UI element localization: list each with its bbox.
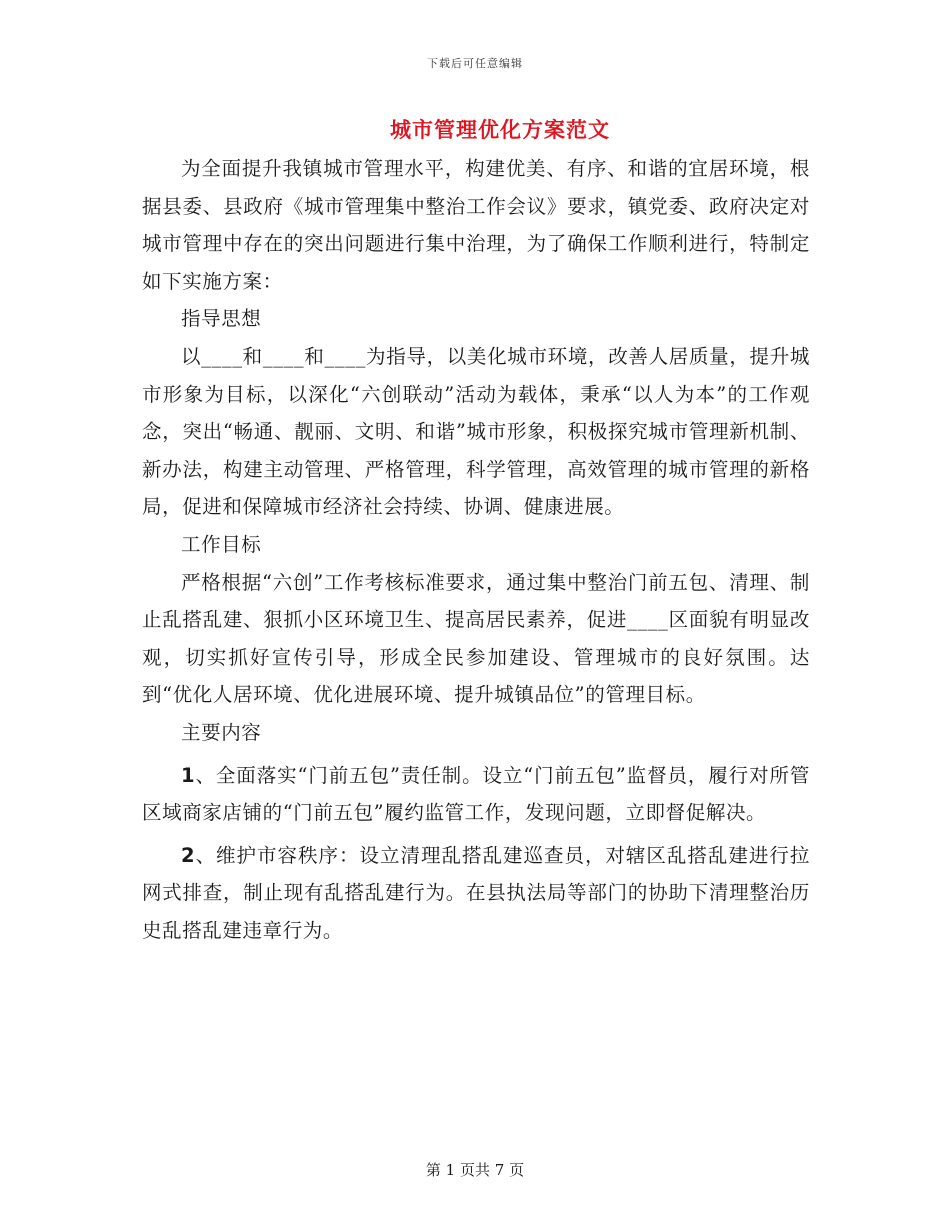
page-number: 第 1 页共 7 页: [425, 1161, 525, 1179]
document-title: 城市管理优化方案范文: [390, 117, 610, 142]
list-item: [142, 837, 810, 950]
section-body-guiding-ideology: 以____和____和____为指导，以美化城市环境，改善人居质量，提升城市形象为目标，以深化“六创联动”活动为载体，秉承“以人为本”的工作观念，突出“畅通、靓丽、文明、和谐”城市形象，积极探究城市管理新机制、新办法，构建主动管理、严格管理，科学管理，高效管理的城市管理的新格局，促进和保障城市经济社会持续、协调、健康进展。: [142, 344, 810, 519]
section-heading-guiding-ideology: 指导思想: [181, 307, 262, 331]
intro-paragraph: 为全面提升我镇城市管理水平，构建优美、有序、和谐的宜居环境，根据县委、县政府《城市管理集中整治工作会议》要求，镇党委、政府决定对城市管理中存在的突出问题进行集中治理，为了确保工作顺利进行，特制定如下实施方案：: [142, 157, 810, 293]
section-heading-work-goals: 工作目标: [181, 532, 262, 556]
document-body: [142, 150, 810, 949]
list-item-text: 、维护市容秩序：设立清理乱搭乱建巡查员，对辖区乱搭乱建进行拉网式排查，制止现有乱搭乱建行为。在县执法局等部门的协助下清理整治历史乱搭乱建违章行为。: [142, 843, 810, 942]
section-heading-main-content: 主要内容: [181, 720, 262, 744]
header-note: 下载后可任意编辑: [427, 57, 523, 70]
list-item-text: 、全面落实“门前五包”责任制。设立“门前五包”监督员，履行对所管区域商家店铺的“门前五包”履约监管工作，发现问题，立即督促解决。: [142, 763, 810, 825]
list-item: [142, 757, 810, 832]
list-item-number: 2: [181, 843, 196, 867]
section-body-work-goals: 严格根据“六创”工作考核标准要求，通过集中整治门前五包、清理、制止乱搭乱建、狠抓小区环境卫生、提高居民素养，促进____区面貌有明显改观，切实抓好宣传引导，形成全民参加建设、管理城市的良好氛围。达到“优化人居环境、优化进展环境、提升城镇品位”的管理目标。: [142, 570, 810, 707]
list-item-number: 1: [181, 763, 196, 787]
